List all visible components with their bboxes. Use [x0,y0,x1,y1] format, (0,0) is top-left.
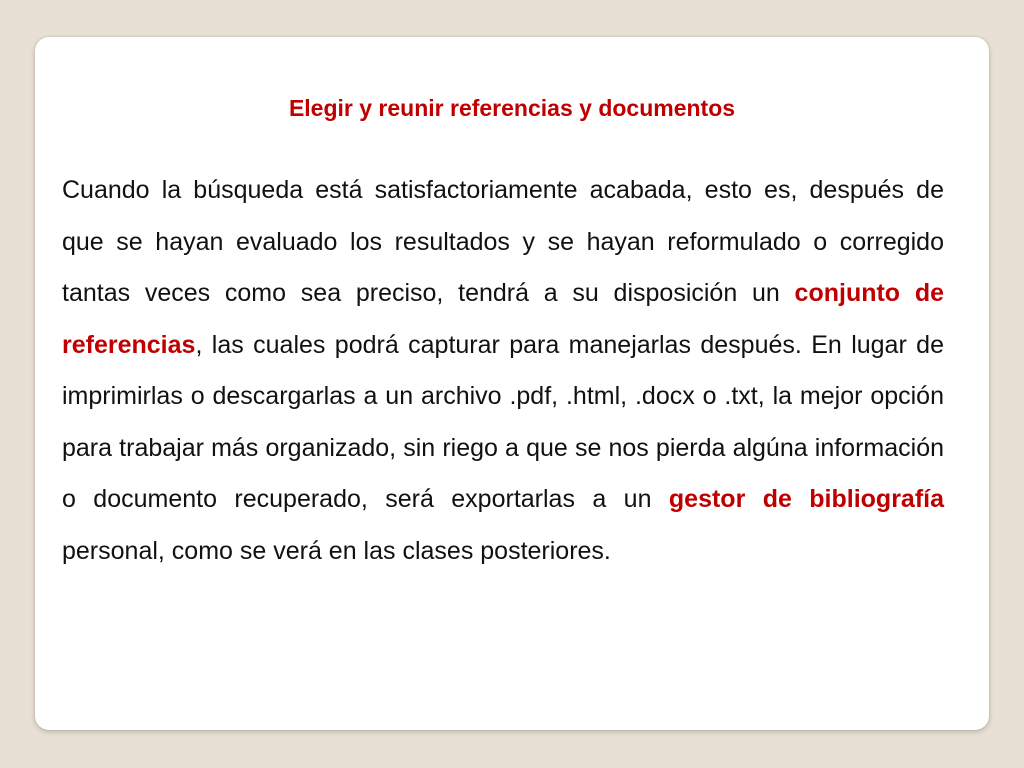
highlight-conjunto-de-referencias: conjunto de referencias [62,279,944,359]
highlight-gestor-de-bibliografia: gestor de bibliografía [668,485,945,513]
paragraph-text-part-2: , las cuales podrá capturar para manejarlas después. En lugar de imprimirlas o descargarlas a un archivo .pdf, .html, .docx o .txt, la mejor opción para trabajar más organizado, sin riego a que se nos pierda algúna información o documento recuperado, será exportarlas a un [62,330,944,513]
slide-body-paragraph [62,165,944,577]
paragraph-text-part-1: Cuando la búsqueda está satisfactoriamente acabada, esto es, después de que se hayan evaluado los resultados y se hayan reformulado o corregido tantas veces como sea preciso, tendrá a su disposición un [62,176,944,307]
paragraph-text-part-3: personal, como se verá en las clases posteriores. [62,536,611,565]
slide-card [35,37,989,730]
slide-title: Elegir y reunir referencias y documentos [288,95,736,121]
